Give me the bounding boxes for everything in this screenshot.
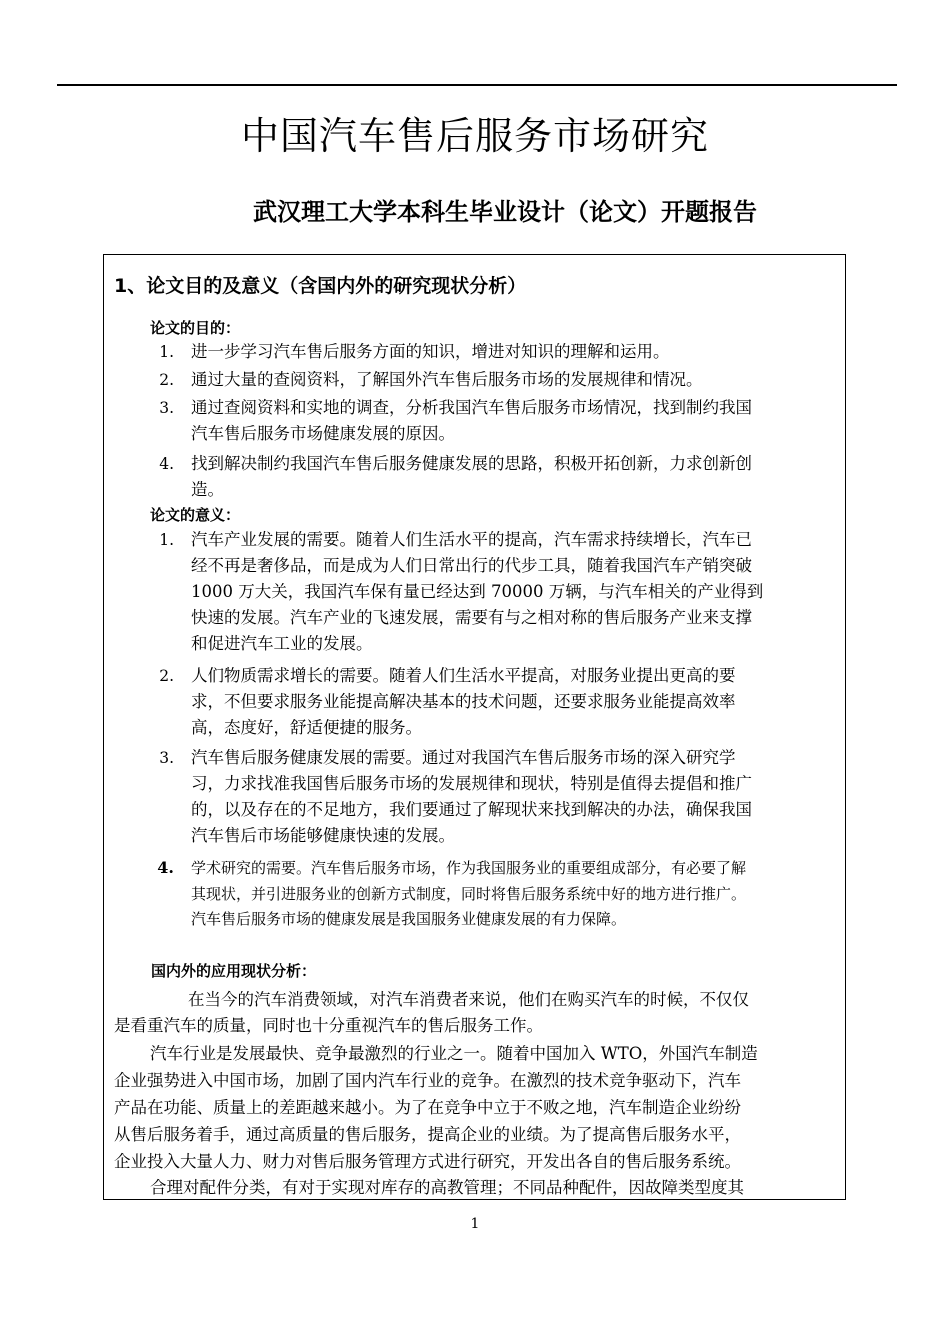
document-title: 中国汽车售后服务市场研究: [240, 114, 709, 158]
paragraph-line: 汽车行业是发展最快、竞争最激烈的行业之一。随着中国加入 WTO，外国汽车制造: [150, 1044, 758, 1063]
list-item-line: 通过查阅资料和实地的调查，分析我国汽车售后服务市场情况，找到制约我国: [191, 398, 752, 417]
document-subtitle: 武汉理工大学本科生毕业设计（论文）开题报告: [253, 198, 757, 226]
report-table-cell: [103, 254, 846, 1200]
list-number: 4.: [157, 858, 174, 877]
list-item-line: 1000 万大关，我国汽车保有量已经达到 70000 万辆，与汽车相关的产业得到: [191, 582, 764, 601]
list-item-line: 汽车产业发展的需要。随着人们生活水平的提高，汽车需求持续增长，汽车已: [191, 530, 752, 549]
list-item-line: 进一步学习汽车售后服务方面的知识，增进对知识的理解和运用。: [191, 342, 670, 361]
significance-heading: 论文的意义：: [150, 506, 241, 524]
list-item-line: 汽车售后市场能够健康快速的发展。: [191, 826, 455, 845]
list-item-line: 高，态度好，舒适便捷的服务。: [191, 718, 422, 737]
page-number: 1: [470, 1216, 480, 1232]
list-number: 3.: [159, 399, 174, 417]
list-item-line: 习，力求找准我国售后服务市场的发展规律和现状，特别是值得去提倡和推广: [191, 774, 752, 793]
list-number: 2.: [159, 371, 174, 389]
paragraph-line: 合理对配件分类，有对于实现对库存的高教管理；不同品种配件，因故障类型度其: [150, 1178, 744, 1197]
header-rule: [57, 84, 897, 86]
list-item-line: 人们物质需求增长的需要。随着人们生活水平提高，对服务业提出更高的要: [191, 666, 736, 685]
list-item-line: 和促进汽车工业的发展。: [191, 634, 373, 653]
list-item-line: 汽车售后服务市场的健康发展是我国服务业健康发展的有力保障。: [191, 910, 627, 928]
paragraph-line: 在当今的汽车消费领域，对汽车消费者来说，他们在购买汽车的时候，不仅仅: [188, 990, 749, 1009]
list-item-line: 汽车售后服务市场健康发展的原因。: [191, 424, 455, 443]
paragraph-line: 从售后服务着手，通过高质量的售后服务，提高企业的业绩。为了提高售后服务水平，: [114, 1125, 741, 1144]
paragraph-line: 产品在功能、质量上的差距越来越小。为了在竞争中立于不败之地，汽车制造企业纷纷: [114, 1098, 741, 1117]
list-number: 4.: [159, 455, 174, 473]
paragraph-line: 企业强势进入中国市场，加剧了国内汽车行业的竞争。在激烈的技术竞争驱动下，汽车: [114, 1071, 741, 1090]
section-heading: 1、论文目的及意义（含国内外的研究现状分析）: [114, 275, 527, 297]
list-number: 1.: [159, 531, 174, 549]
list-item-line: 经不再是奢侈品，而是成为人们日常出行的代步工具，随着我国汽车产销突破: [191, 556, 752, 575]
list-item-line: 快速的发展。汽车产业的飞速发展，需要有与之相对称的售后服务产业来支撑: [191, 608, 752, 627]
list-item-line: 找到解决制约我国汽车售后服务健康发展的思路，积极开拓创新，力求创新创: [191, 454, 752, 473]
list-item-line: 造。: [191, 480, 224, 499]
list-item-line: 汽车售后服务健康发展的需要。通过对我国汽车售后服务市场的深入研究学: [191, 748, 736, 767]
list-item-line: 学术研究的需要。汽车售后服务市场，作为我国服务业的重要组成部分，有必要了解: [191, 859, 747, 877]
list-item-line: 通过大量的查阅资料，了解国外汽车售后服务市场的发展规律和情况。: [191, 370, 703, 389]
list-number: 3.: [159, 749, 174, 767]
paragraph-line: 企业投入大量人力、财力对售后服务管理方式进行研究，开发出各自的售后服务系统。: [114, 1152, 741, 1171]
list-item-line: 其现状，并引进服务业的创新方式制度，同时将售后服务系统中好的地方进行推广。: [191, 885, 747, 903]
status-analysis-heading: 国内外的应用现状分析：: [151, 962, 317, 980]
list-item-line: 求，不但要求服务业能提高解决基本的技术问题，还要求服务业能提高效率: [191, 692, 736, 711]
list-number: 1.: [159, 343, 174, 361]
paragraph-line: 是看重汽车的质量，同时也十分重视汽车的售后服务工作。: [114, 1016, 543, 1035]
purpose-heading: 论文的目的：: [150, 319, 241, 337]
list-number: 2.: [159, 667, 174, 685]
list-item-line: 的，以及存在的不足地方，我们要通过了解现状来找到解决的办法，确保我国: [191, 800, 752, 819]
